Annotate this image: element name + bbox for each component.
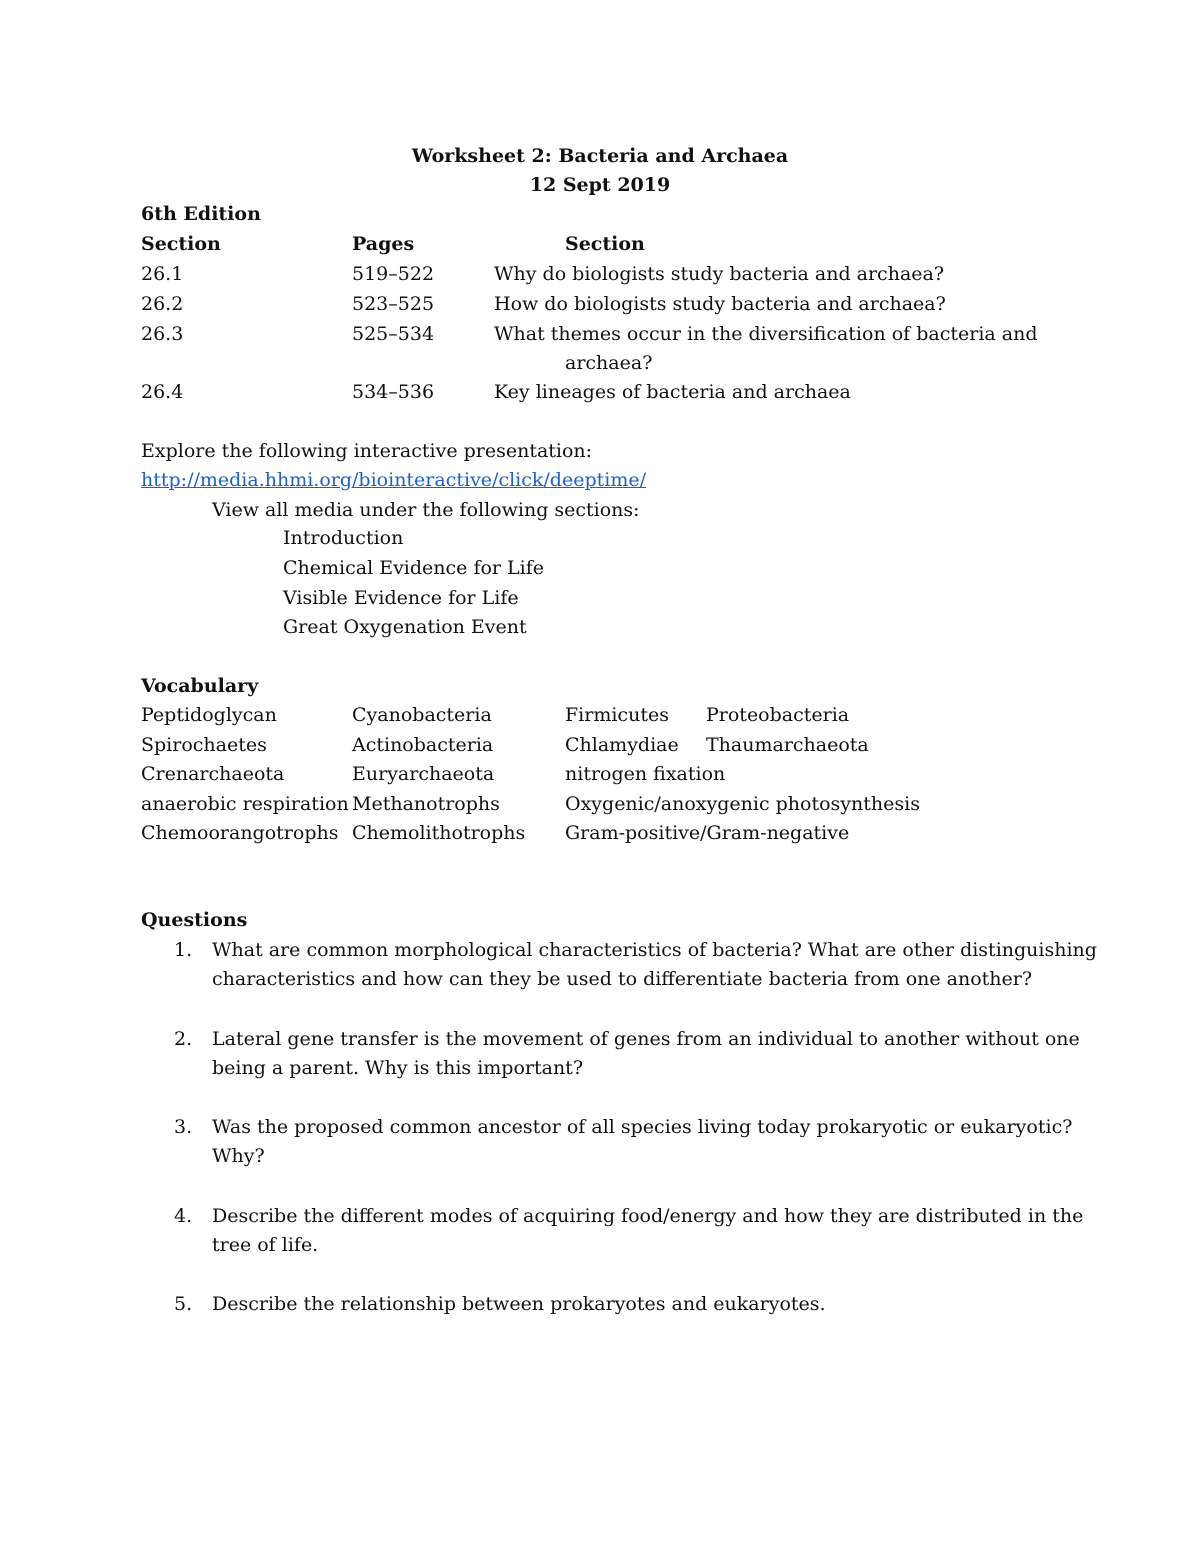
vocab-term: nitrogen fixation <box>565 763 726 785</box>
question-text: What are common morphological characteristics of bacteria? What are other distinguishing <box>212 939 1097 961</box>
question-text: characteristics and how can they be used to differentiate bacteria from one another? <box>212 968 1033 990</box>
question-number: 5. <box>174 1293 193 1315</box>
question-number: 3. <box>174 1116 193 1138</box>
row-pages: 534–536 <box>352 381 435 403</box>
vocab-term: Proteobacteria <box>706 704 850 726</box>
deeptime-link[interactable]: http://media.hhmi.org/biointeractive/click/deeptime/ <box>141 469 646 491</box>
page-date: 12 Sept 2019 <box>529 174 671 196</box>
vocab-term: Crenarchaeota <box>141 763 285 785</box>
row-title: What themes occur in the diversification of bacteria and <box>494 323 1038 345</box>
page-title: Worksheet 2: Bacteria and Archaea <box>411 145 789 167</box>
row-pages: 523–525 <box>352 293 435 315</box>
edition-label: 6th Edition <box>141 203 261 225</box>
media-section-item: Great Oxygenation Event <box>283 616 527 638</box>
vocab-term: Actinobacteria <box>352 734 494 756</box>
media-section-item: Chemical Evidence for Life <box>283 557 545 579</box>
vocab-term: Peptidoglycan <box>141 704 277 726</box>
row-title-continued: archaea? <box>565 352 653 374</box>
view-all-instruction: View all media under the following sections: <box>212 499 640 521</box>
col-header-section: Section <box>141 233 221 255</box>
questions-heading: Questions <box>141 909 248 931</box>
row-section: 26.3 <box>141 323 184 345</box>
row-title: Key lineages of bacteria and archaea <box>494 381 851 403</box>
col-header-section-title: Section <box>565 233 645 255</box>
question-number: 1. <box>174 939 193 961</box>
question-text: Why? <box>212 1145 265 1167</box>
question-text: Describe the relationship between prokaryotes and eukaryotes. <box>212 1293 826 1315</box>
vocab-term: Chemoorangotrophs <box>141 822 339 844</box>
vocab-term: Methanotrophs <box>352 793 500 815</box>
row-section: 26.1 <box>141 263 184 285</box>
question-text: Was the proposed common ancestor of all species living today prokaryotic or eukaryotic? <box>212 1116 1073 1138</box>
media-section-item: Visible Evidence for Life <box>283 587 519 609</box>
col-header-pages: Pages <box>352 233 415 255</box>
vocabulary-heading: Vocabulary <box>141 675 259 697</box>
vocab-term: Cyanobacteria <box>352 704 492 726</box>
question-text: Describe the different modes of acquiring food/energy and how they are distributed in the <box>212 1205 1084 1227</box>
vocab-term: Gram-positive/Gram-negative <box>565 822 850 844</box>
vocab-term: Firmicutes <box>565 704 669 726</box>
row-pages: 519–522 <box>352 263 435 285</box>
vocab-term: Euryarchaeota <box>352 763 495 785</box>
media-section-item: Introduction <box>283 527 404 549</box>
vocab-term: anaerobic respiration <box>141 793 349 815</box>
explore-intro: Explore the following interactive presentation: <box>141 440 593 462</box>
row-section: 26.4 <box>141 381 184 403</box>
row-title: How do biologists study bacteria and archaea? <box>494 293 946 315</box>
vocab-term: Thaumarchaeota <box>706 734 869 756</box>
question-text: tree of life. <box>212 1234 319 1256</box>
row-pages: 525–534 <box>352 323 435 345</box>
row-section: 26.2 <box>141 293 184 315</box>
question-number: 4. <box>174 1205 193 1227</box>
row-title: Why do biologists study bacteria and archaea? <box>494 263 945 285</box>
question-text: Lateral gene transfer is the movement of genes from an individual to another without one <box>212 1028 1080 1050</box>
vocab-term: Oxygenic/anoxygenic photosynthesis <box>565 793 920 815</box>
vocab-term: Chlamydiae <box>565 734 679 756</box>
question-number: 2. <box>174 1028 193 1050</box>
vocab-term: Chemolithotrophs <box>352 822 526 844</box>
vocab-term: Spirochaetes <box>141 734 267 756</box>
question-text: being a parent. Why is this important? <box>212 1057 584 1079</box>
